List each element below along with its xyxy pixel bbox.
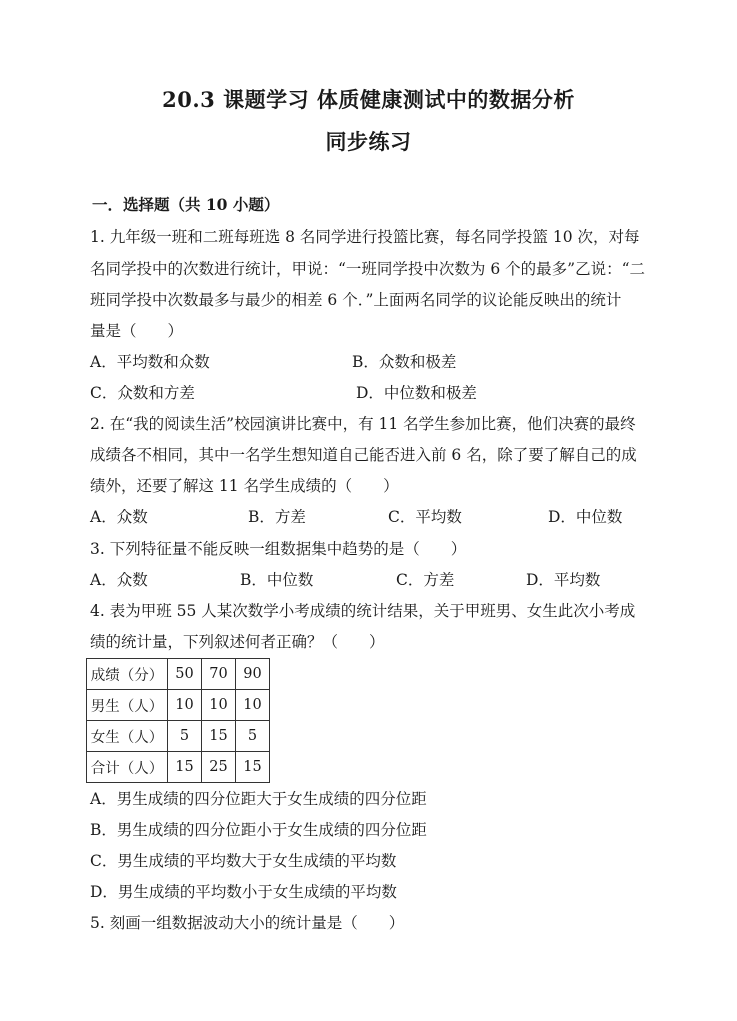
table-cell: 25 xyxy=(202,752,236,783)
table-cell: 10 xyxy=(202,690,236,721)
q5-line-1: 5. 刻画一组数据波动大小的统计量是（ ） xyxy=(90,914,405,932)
q4-option-c: C．男生成绩的平均数大于女生成绩的平均数 xyxy=(90,852,397,870)
document-title: 20.3 课题学习 体质健康测试中的数据分析 xyxy=(162,87,575,112)
table-cell: 女生（人） xyxy=(87,721,168,752)
q2-line-2: 成绩各不相同，其中一名学生想知道自己能否进入前 6 名，除了要了解自己的成 xyxy=(90,446,637,464)
table-cell: 5 xyxy=(236,721,270,752)
q1-option-d: D．中位数和极差 xyxy=(356,384,477,402)
table-row xyxy=(87,690,270,721)
table-cell: 50 xyxy=(168,659,202,690)
q4-line-1: 4. 表为甲班 55 人某次数学小考成绩的统计结果，关于甲班男、女生此次小考成 xyxy=(90,602,636,620)
table-row xyxy=(87,721,270,752)
q2-line-3: 绩外，还要了解这 11 名学生成绩的（ ） xyxy=(90,477,399,495)
table-cell: 15 xyxy=(236,752,270,783)
section-heading: 一．选择题（共 10 小题） xyxy=(92,195,280,214)
q1-line-2: 名同学投中的次数进行统计，甲说：“一班同学投中次数为 6 个的最多”乙说：“二 xyxy=(90,260,645,278)
table-cell: 10 xyxy=(236,690,270,721)
q3-line-1: 3. 下列特征量不能反映一组数据集中趋势的是（ ） xyxy=(90,540,467,558)
table-row xyxy=(87,659,270,690)
score-table xyxy=(86,658,270,783)
q4-option-b: B．男生成绩的四分位距小于女生成绩的四分位距 xyxy=(90,821,427,839)
q1-option-c: C．众数和方差 xyxy=(90,384,195,402)
q2-option-a: A．众数 xyxy=(90,508,148,526)
table-cell: 5 xyxy=(168,721,202,752)
q4-option-a: A．男生成绩的四分位距大于女生成绩的四分位距 xyxy=(90,790,427,808)
table-row xyxy=(87,752,270,783)
table-cell: 15 xyxy=(202,721,236,752)
q2-line-1: 2. 在“我的阅读生活”校园演讲比赛中，有 11 名学生参加比赛，他们决赛的最终 xyxy=(90,415,636,433)
q2-option-c: C．平均数 xyxy=(388,508,462,526)
table-cell: 合计（人） xyxy=(87,752,168,783)
q2-option-b: B．方差 xyxy=(248,508,306,526)
q4-option-d: D．男生成绩的平均数小于女生成绩的平均数 xyxy=(90,883,397,901)
table-cell: 90 xyxy=(236,659,270,690)
q1-option-a: A．平均数和众数 xyxy=(90,353,210,371)
table-cell: 15 xyxy=(168,752,202,783)
table-cell: 10 xyxy=(168,690,202,721)
q2-option-d: D．中位数 xyxy=(548,508,623,526)
q3-option-a: A．众数 xyxy=(90,571,148,589)
q1-line-4: 量是（ ） xyxy=(90,322,184,340)
q3-option-c: C．方差 xyxy=(396,571,455,589)
q3-option-b: B．中位数 xyxy=(240,571,314,589)
q4-line-2: 绩的统计量，下列叙述何者正确？（ ） xyxy=(90,633,385,651)
q1-option-b: B．众数和极差 xyxy=(352,353,457,371)
table-cell: 成绩（分） xyxy=(87,659,168,690)
q1-line-3: 班同学投中次数最多与最少的相差 6 个．”上面两名同学的议论能反映出的统计 xyxy=(90,291,622,309)
q1-line-1: 1. 九年级一班和二班每班选 8 名同学进行投篮比赛，每名同学投篮 10 次，对每 xyxy=(90,228,640,246)
table-cell: 70 xyxy=(202,659,236,690)
document-subtitle: 同步练习 xyxy=(325,129,412,154)
table-cell: 男生（人） xyxy=(87,690,168,721)
q3-option-d: D．平均数 xyxy=(526,571,601,589)
